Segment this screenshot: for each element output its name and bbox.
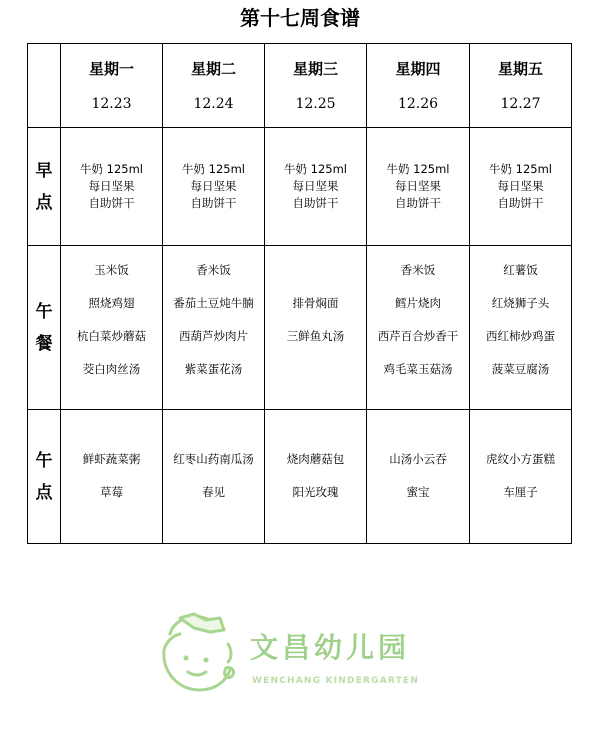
snack-cell: 烧肉蘑菇包 阳光玫瑰: [265, 410, 367, 544]
lunch-row: [28, 246, 572, 410]
day-name: 星期四: [395, 60, 441, 78]
lunch-cell: 香米饭 鳕片烧肉 西芹百合炒香干 鸡毛菜玉菇汤: [367, 246, 470, 410]
logo-name-cn: 文昌幼儿园: [250, 631, 411, 664]
snack-cell: 虎纹小方蛋糕 车厘子: [470, 410, 572, 544]
day-header: [265, 44, 367, 128]
breakfast-cell: 牛奶 125ml 每日坚果 自助饼干: [163, 128, 265, 246]
snack-row: [28, 410, 572, 544]
snack-cell: 山汤小云吞 蜜宝: [367, 410, 470, 544]
day-name: 星期五: [497, 60, 543, 78]
lunch-cell: 红薯饭 红烧狮子头 西红柿炒鸡蛋 菠菜豆腐汤: [470, 246, 572, 410]
day-date: 12.27: [500, 96, 541, 112]
page-title: 第十七周食谱: [240, 6, 360, 30]
day-name: 星期一: [88, 60, 134, 78]
breakfast-cell: 牛奶 125ml 每日坚果 自助饼干: [265, 128, 367, 246]
day-date: 12.24: [193, 96, 234, 112]
child-face-logo-icon: [150, 604, 246, 700]
meal-label-lunch: 午 餐: [28, 246, 61, 410]
day-date: 12.26: [397, 96, 439, 112]
day-name: 星期三: [292, 60, 338, 78]
day-header: [367, 44, 470, 128]
day-date: 12.23: [91, 96, 132, 112]
day-name: 星期二: [190, 60, 236, 78]
menu-table: [27, 43, 572, 544]
lunch-cell: 排骨焖面 三鲜鱼丸汤: [265, 246, 367, 410]
breakfast-cell: 牛奶 125ml 每日坚果 自助饼干: [61, 128, 163, 246]
breakfast-cell: 牛奶 125ml 每日坚果 自助饼干: [367, 128, 470, 246]
day-header: [470, 44, 572, 128]
day-date: 12.25: [295, 96, 336, 112]
lunch-cell: 玉米饭 照烧鸡翅 杭白菜炒蘑菇 茭白肉丝汤: [61, 246, 163, 410]
day-header: [163, 44, 265, 128]
kindergarten-logo: [150, 604, 450, 704]
snack-cell: 鲜虾蔬菜粥 草莓: [61, 410, 163, 544]
meal-label-breakfast: 早 点: [28, 128, 61, 246]
logo-name-en: WENCHANG KINDERGARTEN: [252, 676, 420, 686]
corner-cell: [28, 44, 61, 128]
header-row: [28, 44, 572, 128]
breakfast-cell: 牛奶 125ml 每日坚果 自助饼干: [470, 128, 572, 246]
snack-cell: 红枣山药南瓜汤 春见: [163, 410, 265, 544]
day-header: [61, 44, 163, 128]
lunch-cell: 香米饭 番茄土豆炖牛腩 西葫芦炒肉片 紫菜蛋花汤: [163, 246, 265, 410]
breakfast-row: [28, 128, 572, 246]
meal-label-snack: 午 点: [28, 410, 61, 544]
